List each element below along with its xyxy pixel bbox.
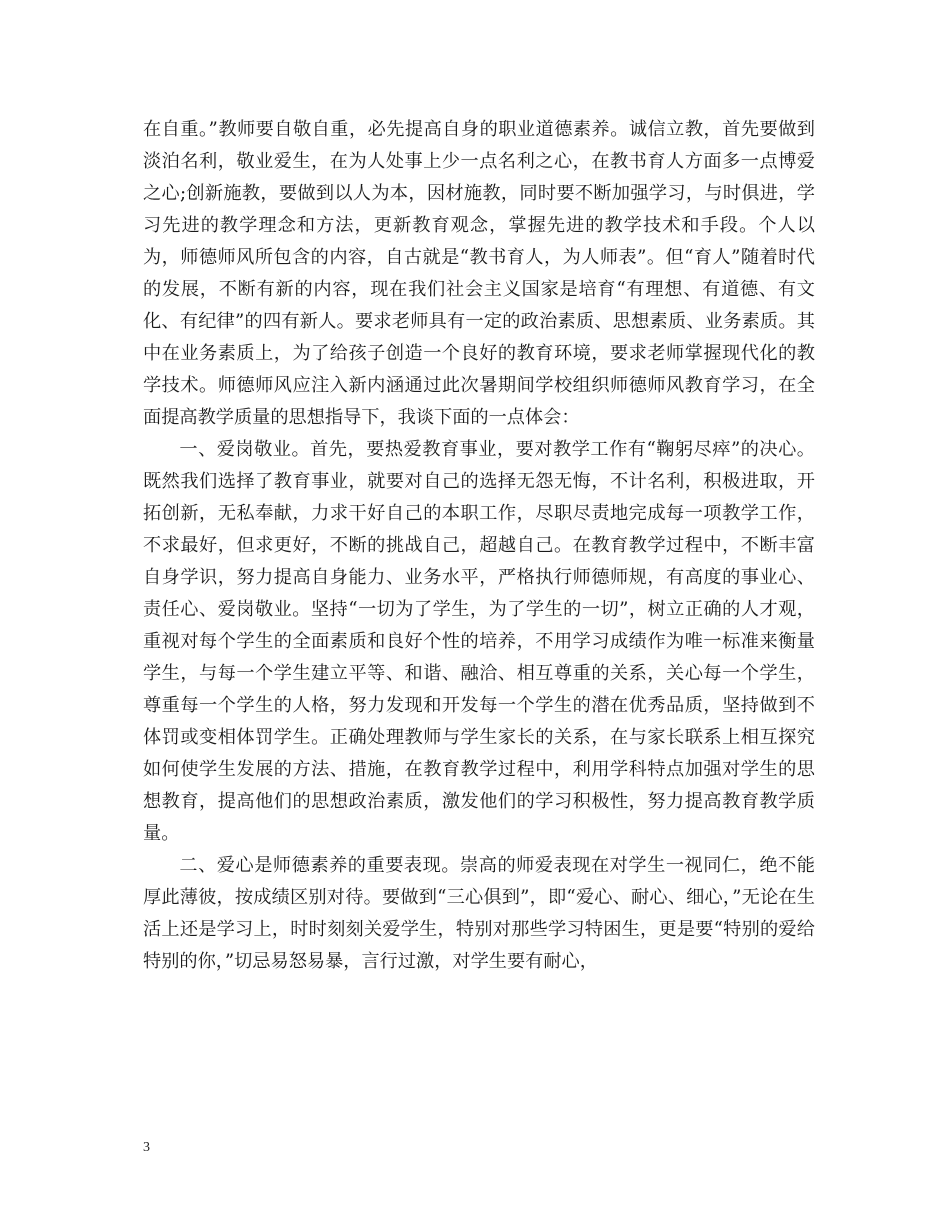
paragraph-continuation: 在自重。”教师要自敬自重，必先提高自身的职业道德素养。诚信立教，首先要做到淡泊名利，敬业爱生，在为人处事上少一点名利之心，在教书育人方面多一点博爱之心;创新施教，要做到以人为本，因材施教，同时要不断加强学习，与时俱进，学习先进的教学理念和方法，更新教育观念，掌握先进的教学技术和手段。个人以为，师德师风所包含的内容，自古就是“教书育人，为人师表”。但“育人”随着时代的发展，不断有新的内容，现在我们社会主义国家是培育“有理想、有道德、有文化、有纪律”的四有新人。要求老师具有一定的政治素质、思想素质、业务素质。其中在业务素质上，为了给孩子创造一个良好的教育环境，要求老师掌握现代化的教学技术。师德师风应注入新内涵通过此次暑期间学校组织师德师风教育学习，在全面提高教学质量的思想指导下，我谈下面的一点体会： [143, 119, 815, 428]
body-text [143, 114, 815, 978]
page-number: 3 [143, 1140, 150, 1155]
paragraph-dedication: 一、爱岗敬业。首先，要热爱教育事业，要对教学工作有“鞠躬尽瘁”的决心。既然我们选择了教育事业，就要对自己的选择无怨无悔，不计名利，积极进取，开拓创新，无私奉献，力求干好自己的本职工作，尽职尽责地完成每一项教学工作，不求最好，但求更好，不断的挑战自己，超越自己。在教育教学过程中，不断丰富自身学识，努力提高自身能力、业务水平，严格执行师德师规，有高度的事业心、责任心、爱岗敬业。坚持“一切为了学生，为了学生的一切”，树立正确的人才观，重视对每个学生的全面素质和良好个性的培养，不用学习成绩作为唯一标准来衡量学生，与每一个学生建立平等、和谐、融洽、相互尊重的关系，关心每一个学生，尊重每一个学生的人格，努力发现和开发每一个学生的潜在优秀品质，坚持做到不体罚或变相体罚学生。正确处理教师与学生家长的关系，在与家长联系上相互探究如何使学生发展的方法、措施，在教育教学过程中，利用学科特点加强对学生的思想教育，提高他们的思想政治素质，激发他们的学习积极性，努力提高教育教学质量。 [143, 439, 815, 844]
paragraph-love: 二、爱心是师德素养的重要表现。崇高的师爱表现在对学生一视同仁，绝不能厚此薄彼，按成绩区别对待。要做到“三心俱到”，即“爱心、耐心、细心，”无论在生活上还是学习上，时时刻刻关爱学生，特别对那些学习特困生，更是要“特别的爱给特别的你，”切忌易怒易暴，言行过激，对学生要有耐心， [143, 855, 815, 972]
